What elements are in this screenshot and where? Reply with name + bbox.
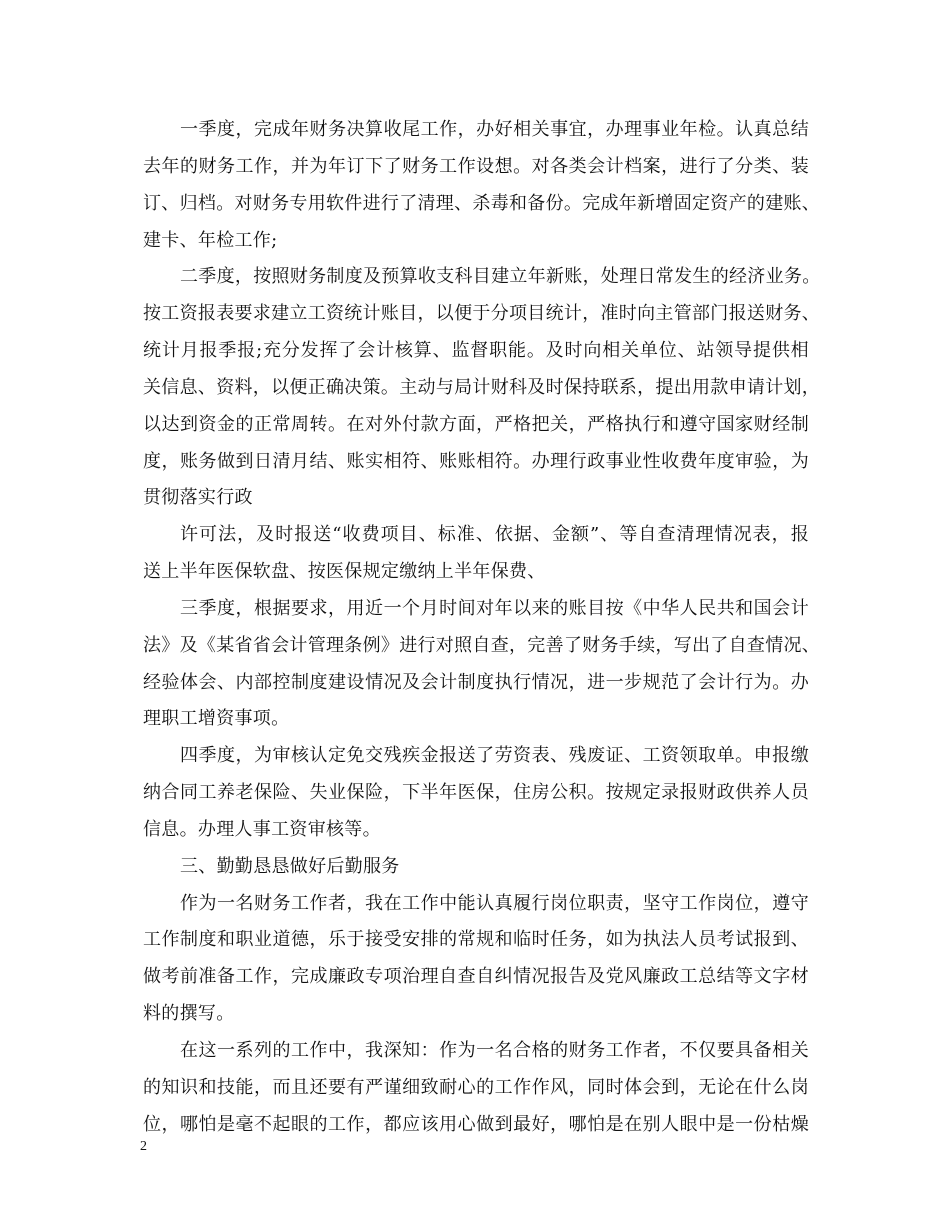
- text-line: 信息。办理人事工资审核等。: [143, 819, 381, 840]
- text-line: 做考前准备工作，完成廉政专项治理自查自纠情况报告及党风廉政工总结等文字材: [143, 966, 809, 987]
- text-line: 统计月报季报;充分发挥了会计核算、监督职能。及时向相关单位、站领导提供相: [143, 340, 809, 361]
- text-line: 去年的财务工作，并为年订下了财务工作设想。对各类会计档案，进行了分类、装: [143, 156, 809, 177]
- text-line: 订、归档。对财务专用软件进行了清理、杀毒和备份。完成年新增固定资产的建账、: [143, 193, 821, 214]
- text-line: 四季度，为审核认定免交残疾金报送了劳资表、残废证、工资领取单。申报缴: [180, 745, 809, 766]
- text-line: 理职工增资事项。: [143, 708, 290, 729]
- text-line: 贯彻落实行政: [143, 487, 253, 508]
- text-line: 工作制度和职业道德，乐于接受安排的常规和临时任务，如为执法人员考试报到、: [143, 929, 809, 950]
- text-line: 送上半年医保软盘、按医保规定缴纳上半年保费、: [143, 561, 546, 582]
- text-line: 作为一名财务工作者，我在工作中能认真履行岗位职责，坚守工作岗位，遵守: [180, 893, 809, 914]
- text-line: 在这一系列的工作中，我深知：作为一名合格的财务工作者，不仅要具备相关: [180, 1040, 809, 1061]
- text-line: 许可法，及时报送“收费项目、标准、依据、金额”、等自查清理情况表，报: [180, 524, 809, 545]
- text-line: 度，账务做到日清月结、账实相符、账账相符。办理行政事业性收费年度审验，为: [143, 451, 809, 472]
- text-line: 位，哪怕是毫不起眼的工作，都应该用心做到最好，哪怕是在别人眼中是一份枯燥: [143, 1114, 809, 1135]
- text-line: 纳合同工养老保险、失业保险，下半年医保，住房公积。按规定录报财政供养人员: [143, 782, 809, 803]
- section-heading: 三、勤勤恳恳做好后勤服务: [180, 856, 400, 877]
- text-line: 料的撰写。: [143, 1003, 235, 1024]
- text-line: 经验体会、内部控制度建设情况及会计制度执行情况，进一步规范了会计行为。办: [143, 672, 809, 693]
- text-line: 法》及《某省省会计管理条例》进行对照自查，完善了财务手续，写出了自查情况、: [143, 635, 821, 656]
- text-line: 三季度，根据要求，用近一个月时间对年以来的账目按《中华人民共和国会计: [180, 598, 809, 619]
- text-line: 以达到资金的正常周转。在对外付款方面，严格把关，严格执行和遵守国家财经制: [143, 414, 809, 435]
- text-line: 关信息、资料，以便正确决策。主动与局计财科及时保持联系，提出用款申请计划，: [143, 377, 821, 398]
- text-line: 二季度，按照财务制度及预算收支科目建立年新账，处理日常发生的经济业务。: [180, 266, 821, 287]
- page-number: 2: [140, 1139, 147, 1154]
- text-line: 的知识和技能，而且还要有严谨细致耐心的工作作风，同时体会到，无论在什么岗: [143, 1077, 809, 1098]
- text-line: 建卡、年检工作;: [143, 230, 278, 251]
- text-line: 一季度，完成年财务决算收尾工作，办好相关事宜，办理事业年检。认真总结: [180, 119, 809, 140]
- text-line: 按工资报表要求建立工资统计账目，以便于分项目统计，准时向主管部门报送财务、: [143, 303, 821, 324]
